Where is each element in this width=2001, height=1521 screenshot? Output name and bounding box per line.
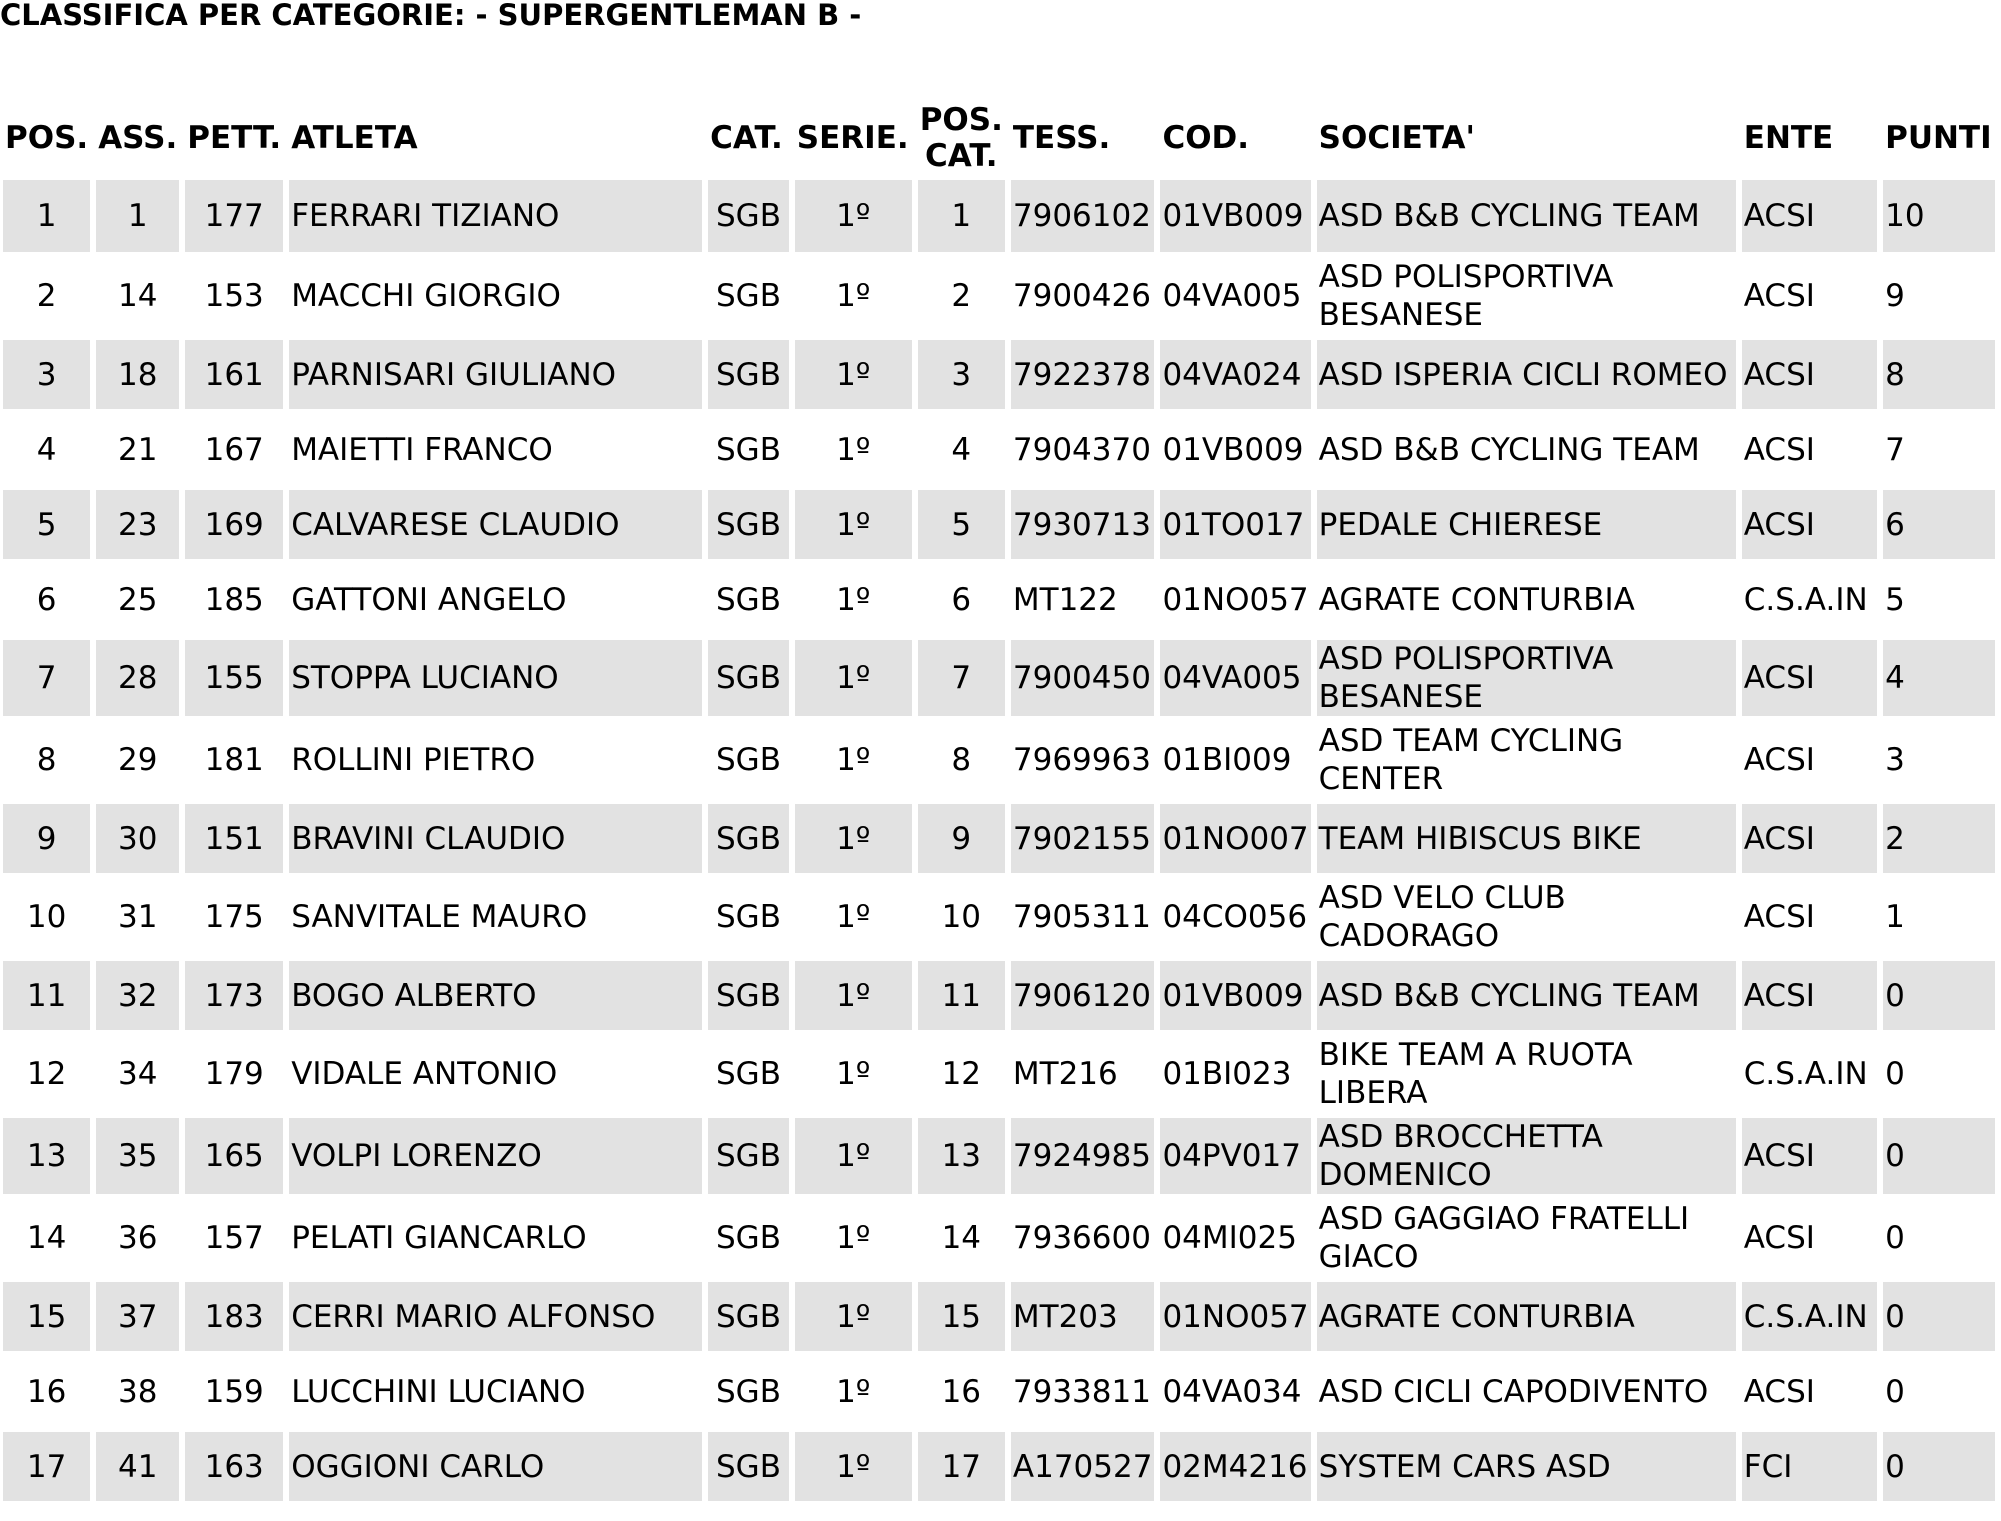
table-row <box>3 1282 1995 1351</box>
cell-pett: 183 <box>185 1282 283 1351</box>
cell-cat: SGB <box>708 640 789 716</box>
cell-cat: SGB <box>708 1432 789 1501</box>
cell-cat: SGB <box>708 1118 789 1194</box>
cell-punti: 0 <box>1883 961 1995 1030</box>
cell-cat: SGB <box>716 1220 781 1256</box>
cell-serie: 1º <box>836 278 871 314</box>
cell-atleta: BOGO ALBERTO <box>289 961 702 1030</box>
cell-cod: 01BI023 <box>1162 1056 1292 1092</box>
cell-serie: 1º <box>836 1220 871 1256</box>
cell-tess: 7906120 <box>1011 961 1155 1030</box>
header-pos: POS. <box>5 120 89 156</box>
cell-ass: 38 <box>117 1373 158 1410</box>
cell-ass: 36 <box>117 1220 158 1256</box>
cell-serie: 1º <box>836 581 871 618</box>
cell-punti: 0 <box>1883 1432 1995 1501</box>
table-row <box>3 879 1995 955</box>
cell-pett: 155 <box>185 640 283 716</box>
standings-table <box>0 96 2001 1507</box>
cell-societa: ASD B&B CYCLING TEAM <box>1317 961 1736 1030</box>
cell-pett: 151 <box>185 804 283 873</box>
cell-cat: SGB <box>716 431 781 468</box>
cell-serie: 1º <box>795 180 912 252</box>
cell-poscat: 7 <box>918 640 1005 716</box>
cell-pett: 173 <box>185 961 283 1030</box>
cell-atleta: LUCCHINI LUCIANO <box>291 1373 586 1410</box>
cell-punti: 7 <box>1885 431 1905 468</box>
cell-poscat: 8 <box>951 742 972 778</box>
cell-punti: 9 <box>1885 278 1905 314</box>
cell-ass: 14 <box>117 278 158 314</box>
cell-serie: 1º <box>795 490 912 559</box>
cell-punti: 0 <box>1885 1056 1905 1092</box>
cell-poscat: 6 <box>951 581 972 618</box>
cell-serie: 1º <box>836 742 871 778</box>
cell-pos: 2 <box>36 278 57 314</box>
cell-pos: 17 <box>3 1432 90 1501</box>
cell-serie: 1º <box>836 1056 871 1092</box>
cell-societa: ASD ISPERIA CICLI ROMEO <box>1317 340 1736 409</box>
cell-tess: 7902155 <box>1011 804 1155 873</box>
cell-ente: ACSI <box>1742 961 1877 1030</box>
cell-pos: 9 <box>3 804 90 873</box>
cell-cat: SGB <box>708 1282 789 1351</box>
cell-cat: SGB <box>716 899 781 935</box>
cell-cat: SGB <box>708 180 789 252</box>
cell-punti: 1 <box>1885 899 1905 935</box>
header-cat: CAT. <box>710 120 783 156</box>
cell-ass: 21 <box>117 431 158 468</box>
cell-tess: 7900450 <box>1011 640 1155 716</box>
cell-pett: 163 <box>185 1432 283 1501</box>
cell-cat: SGB <box>716 278 781 314</box>
cell-ass: 37 <box>96 1282 179 1351</box>
table-row <box>3 1118 1995 1194</box>
cell-societa: AGRATE CONTURBIA <box>1318 581 1635 618</box>
cell-poscat: 9 <box>918 804 1005 873</box>
cell-atleta: STOPPA LUCIANO <box>289 640 702 716</box>
cell-societa: ASD GAGGIAO FRATELLI GIACO <box>1318 1201 1690 1275</box>
cell-serie: 1º <box>836 1373 871 1410</box>
table-row <box>3 1036 1995 1112</box>
cell-societa: ASD VELO CLUB CADORAGO <box>1318 880 1566 954</box>
cell-cod: 04MI025 <box>1162 1220 1297 1256</box>
cell-pett: 175 <box>204 899 264 935</box>
cell-ass: 1 <box>96 180 179 252</box>
cell-pett: 167 <box>204 431 264 468</box>
cell-ente: ACSI <box>1742 1118 1877 1194</box>
table-row <box>3 1432 1995 1501</box>
cell-ass: 41 <box>96 1432 179 1501</box>
cell-societa: ASD POLISPORTIVA BESANESE <box>1318 259 1614 333</box>
table-body <box>3 180 1995 1501</box>
cell-tess: 7924985 <box>1011 1118 1155 1194</box>
cell-atleta: VIDALE ANTONIO <box>291 1056 558 1092</box>
cell-cod: 04VA005 <box>1162 278 1302 314</box>
cell-pett: 157 <box>204 1220 264 1256</box>
cell-serie: 1º <box>795 1118 912 1194</box>
cell-pos: 7 <box>3 640 90 716</box>
cell-ente: ACSI <box>1743 899 1815 935</box>
cell-serie: 1º <box>795 961 912 1030</box>
cell-poscat: 2 <box>951 278 972 314</box>
cell-ass: 35 <box>96 1118 179 1194</box>
cell-societa: TEAM HIBISCUS BIKE <box>1317 804 1736 873</box>
cell-atleta: SANVITALE MAURO <box>291 899 588 935</box>
cell-punti: 2 <box>1883 804 1995 873</box>
cell-cod: 02M4216 <box>1160 1432 1310 1501</box>
cell-pett: 161 <box>185 340 283 409</box>
cell-poscat: 15 <box>918 1282 1005 1351</box>
table-row <box>3 340 1995 409</box>
cell-cod: 04CO056 <box>1162 899 1308 935</box>
cell-pos: 10 <box>26 899 67 935</box>
cell-societa: ASD B&B CYCLING TEAM <box>1317 180 1736 252</box>
cell-ente: FCI <box>1742 1432 1877 1501</box>
header-atleta: ATLETA <box>291 120 418 156</box>
cell-poscat: 13 <box>918 1118 1005 1194</box>
header-serie: SERIE. <box>796 120 909 156</box>
cell-atleta: PARNISARI GIULIANO <box>289 340 702 409</box>
cell-pett: 153 <box>204 278 264 314</box>
cell-cat: SGB <box>708 804 789 873</box>
cell-cat: SGB <box>716 581 781 618</box>
cell-tess: 7933811 <box>1012 1373 1151 1410</box>
header-tess: TESS. <box>1012 120 1111 156</box>
cell-cat: SGB <box>708 490 789 559</box>
cell-ente: ACSI <box>1743 1220 1815 1256</box>
cell-cod: 04VA005 <box>1160 640 1310 716</box>
cell-pos: 6 <box>36 581 57 618</box>
cell-pett: 177 <box>185 180 283 252</box>
cell-tess: MT203 <box>1011 1282 1155 1351</box>
cell-societa: ASD CICLI CAPODIVENTO <box>1318 1373 1709 1410</box>
cell-societa: PEDALE CHIERESE <box>1317 490 1736 559</box>
cell-pett: 159 <box>204 1373 264 1410</box>
header-punti: PUNTI <box>1885 120 1992 156</box>
table-row <box>3 804 1995 873</box>
cell-cod: 01VB009 <box>1160 961 1310 1030</box>
cell-poscat: 11 <box>918 961 1005 1030</box>
cell-serie: 1º <box>836 431 871 468</box>
cell-ente: C.S.A.IN <box>1742 1282 1877 1351</box>
cell-tess: 7900426 <box>1012 278 1151 314</box>
header-pos-cat-line2: CAT. <box>925 138 998 174</box>
cell-atleta: CALVARESE CLAUDIO <box>289 490 702 559</box>
cell-atleta: CERRI MARIO ALFONSO <box>289 1282 702 1351</box>
cell-ente: ACSI <box>1742 640 1877 716</box>
table-row <box>3 565 1995 634</box>
cell-cod: 04VA034 <box>1162 1373 1302 1410</box>
cell-poscat: 10 <box>941 899 982 935</box>
cell-ente: ACSI <box>1742 340 1877 409</box>
cell-punti: 0 <box>1885 1220 1905 1256</box>
cell-cat: SGB <box>708 961 789 1030</box>
cell-atleta: PELATI GIANCARLO <box>291 1220 587 1256</box>
cell-punti: 5 <box>1885 581 1905 618</box>
cell-atleta: MACCHI GIORGIO <box>291 278 561 314</box>
cell-cat: SGB <box>716 742 781 778</box>
cell-pos: 1 <box>3 180 90 252</box>
cell-pos: 16 <box>26 1373 67 1410</box>
cell-tess: MT122 <box>1012 581 1118 618</box>
cell-serie: 1º <box>795 1282 912 1351</box>
cell-punti: 0 <box>1885 1373 1905 1410</box>
cell-poscat: 1 <box>918 180 1005 252</box>
cell-cat: SGB <box>716 1056 781 1092</box>
header-ass: ASS. <box>98 120 178 156</box>
cell-atleta: MAIETTI FRANCO <box>291 431 553 468</box>
cell-cat: SGB <box>716 1373 781 1410</box>
table-row <box>3 490 1995 559</box>
cell-ente: C.S.A.IN <box>1743 581 1868 618</box>
cell-cat: SGB <box>708 340 789 409</box>
cell-ass: 18 <box>96 340 179 409</box>
cell-atleta: GATTONI ANGELO <box>291 581 567 618</box>
table-row <box>3 1200 1995 1276</box>
cell-poscat: 17 <box>918 1432 1005 1501</box>
cell-pos: 14 <box>26 1220 67 1256</box>
cell-societa: BIKE TEAM A RUOTA LIBERA <box>1318 1037 1633 1111</box>
page-title: CLASSIFICA PER CATEGORIE: - SUPERGENTLEMAN B - <box>0 0 862 32</box>
header-pett: PETT. <box>187 120 282 156</box>
cell-atleta: OGGIONI CARLO <box>289 1432 702 1501</box>
cell-tess: 7922378 <box>1011 340 1155 409</box>
cell-punti: 4 <box>1883 640 1995 716</box>
cell-societa: ASD POLISPORTIVA BESANESE <box>1317 640 1736 716</box>
cell-cod: 01NO057 <box>1160 1282 1310 1351</box>
cell-tess: 7969963 <box>1012 742 1151 778</box>
header-cod: COD. <box>1162 120 1250 156</box>
cell-tess: 7936600 <box>1012 1220 1151 1256</box>
cell-tess: 7904370 <box>1012 431 1151 468</box>
cell-serie: 1º <box>795 804 912 873</box>
cell-poscat: 12 <box>941 1056 982 1092</box>
cell-ente: ACSI <box>1743 1373 1815 1410</box>
cell-atleta: BRAVINI CLAUDIO <box>289 804 702 873</box>
cell-ente: ACSI <box>1742 490 1877 559</box>
header-row <box>3 102 1995 174</box>
cell-poscat: 16 <box>941 1373 982 1410</box>
cell-ass: 34 <box>117 1056 158 1092</box>
cell-ass: 28 <box>96 640 179 716</box>
cell-pos: 11 <box>3 961 90 1030</box>
cell-ass: 31 <box>117 899 158 935</box>
table-row <box>3 258 1995 334</box>
cell-serie: 1º <box>795 340 912 409</box>
cell-atleta: FERRARI TIZIANO <box>289 180 702 252</box>
table-row <box>3 961 1995 1030</box>
table-row <box>3 415 1995 484</box>
cell-poscat: 4 <box>951 431 972 468</box>
cell-atleta: ROLLINI PIETRO <box>291 742 536 778</box>
cell-poscat: 3 <box>918 340 1005 409</box>
cell-pos: 5 <box>3 490 90 559</box>
cell-poscat: 14 <box>941 1220 982 1256</box>
cell-pos: 3 <box>3 340 90 409</box>
cell-punti: 8 <box>1883 340 1995 409</box>
cell-pos: 4 <box>36 431 57 468</box>
table-row <box>3 1357 1995 1426</box>
header-societa: SOCIETA' <box>1318 120 1476 156</box>
cell-ass: 25 <box>117 581 158 618</box>
cell-societa: ASD B&B CYCLING TEAM <box>1318 431 1700 468</box>
cell-ente: ACSI <box>1743 278 1815 314</box>
cell-cod: 04VA024 <box>1160 340 1310 409</box>
cell-serie: 1º <box>836 899 871 935</box>
cell-ente: C.S.A.IN <box>1743 1056 1868 1092</box>
cell-societa: AGRATE CONTURBIA <box>1317 1282 1736 1351</box>
cell-ente: ACSI <box>1743 431 1815 468</box>
cell-pett: 181 <box>204 742 264 778</box>
cell-cod: 01VB009 <box>1160 180 1310 252</box>
cell-ass: 23 <box>96 490 179 559</box>
header-pos-cat-line1: POS. <box>919 102 1003 138</box>
cell-ass: 30 <box>96 804 179 873</box>
header-ente: ENTE <box>1743 120 1834 156</box>
header-pos-cat <box>918 102 1005 174</box>
cell-punti: 0 <box>1883 1282 1995 1351</box>
cell-societa: ASD BROCCHETTA DOMENICO <box>1317 1118 1736 1194</box>
cell-cod: 04PV017 <box>1160 1118 1310 1194</box>
cell-pos: 8 <box>36 742 57 778</box>
table-row <box>3 722 1995 798</box>
table-row <box>3 640 1995 716</box>
cell-pett: 169 <box>185 490 283 559</box>
cell-pos: 15 <box>3 1282 90 1351</box>
cell-cod: 01VB009 <box>1162 431 1304 468</box>
cell-pos: 13 <box>3 1118 90 1194</box>
cell-serie: 1º <box>795 640 912 716</box>
cell-punti: 3 <box>1885 742 1905 778</box>
cell-tess: 7905311 <box>1012 899 1151 935</box>
cell-ente: ACSI <box>1742 804 1877 873</box>
cell-ente: ACSI <box>1743 742 1815 778</box>
cell-cod: 01NO007 <box>1160 804 1310 873</box>
cell-serie: 1º <box>795 1432 912 1501</box>
cell-pett: 165 <box>185 1118 283 1194</box>
cell-societa: ASD TEAM CYCLING CENTER <box>1318 723 1624 797</box>
cell-pos: 12 <box>26 1056 67 1092</box>
cell-ass: 29 <box>117 742 158 778</box>
cell-ente: ACSI <box>1742 180 1877 252</box>
cell-punti: 0 <box>1883 1118 1995 1194</box>
cell-punti: 10 <box>1883 180 1995 252</box>
cell-cod: 01TO017 <box>1160 490 1310 559</box>
cell-tess: 7930713 <box>1011 490 1155 559</box>
cell-tess: A170527 <box>1011 1432 1155 1501</box>
cell-punti: 6 <box>1883 490 1995 559</box>
cell-atleta: VOLPI LORENZO <box>289 1118 702 1194</box>
cell-cod: 01BI009 <box>1162 742 1292 778</box>
cell-pett: 179 <box>204 1056 264 1092</box>
cell-tess: MT216 <box>1012 1056 1118 1092</box>
cell-societa: SYSTEM CARS ASD <box>1317 1432 1736 1501</box>
cell-pett: 185 <box>204 581 264 618</box>
table-row <box>3 180 1995 252</box>
cell-tess: 7906102 <box>1011 180 1155 252</box>
cell-poscat: 5 <box>918 490 1005 559</box>
cell-cod: 01NO057 <box>1162 581 1309 618</box>
cell-ass: 32 <box>96 961 179 1030</box>
